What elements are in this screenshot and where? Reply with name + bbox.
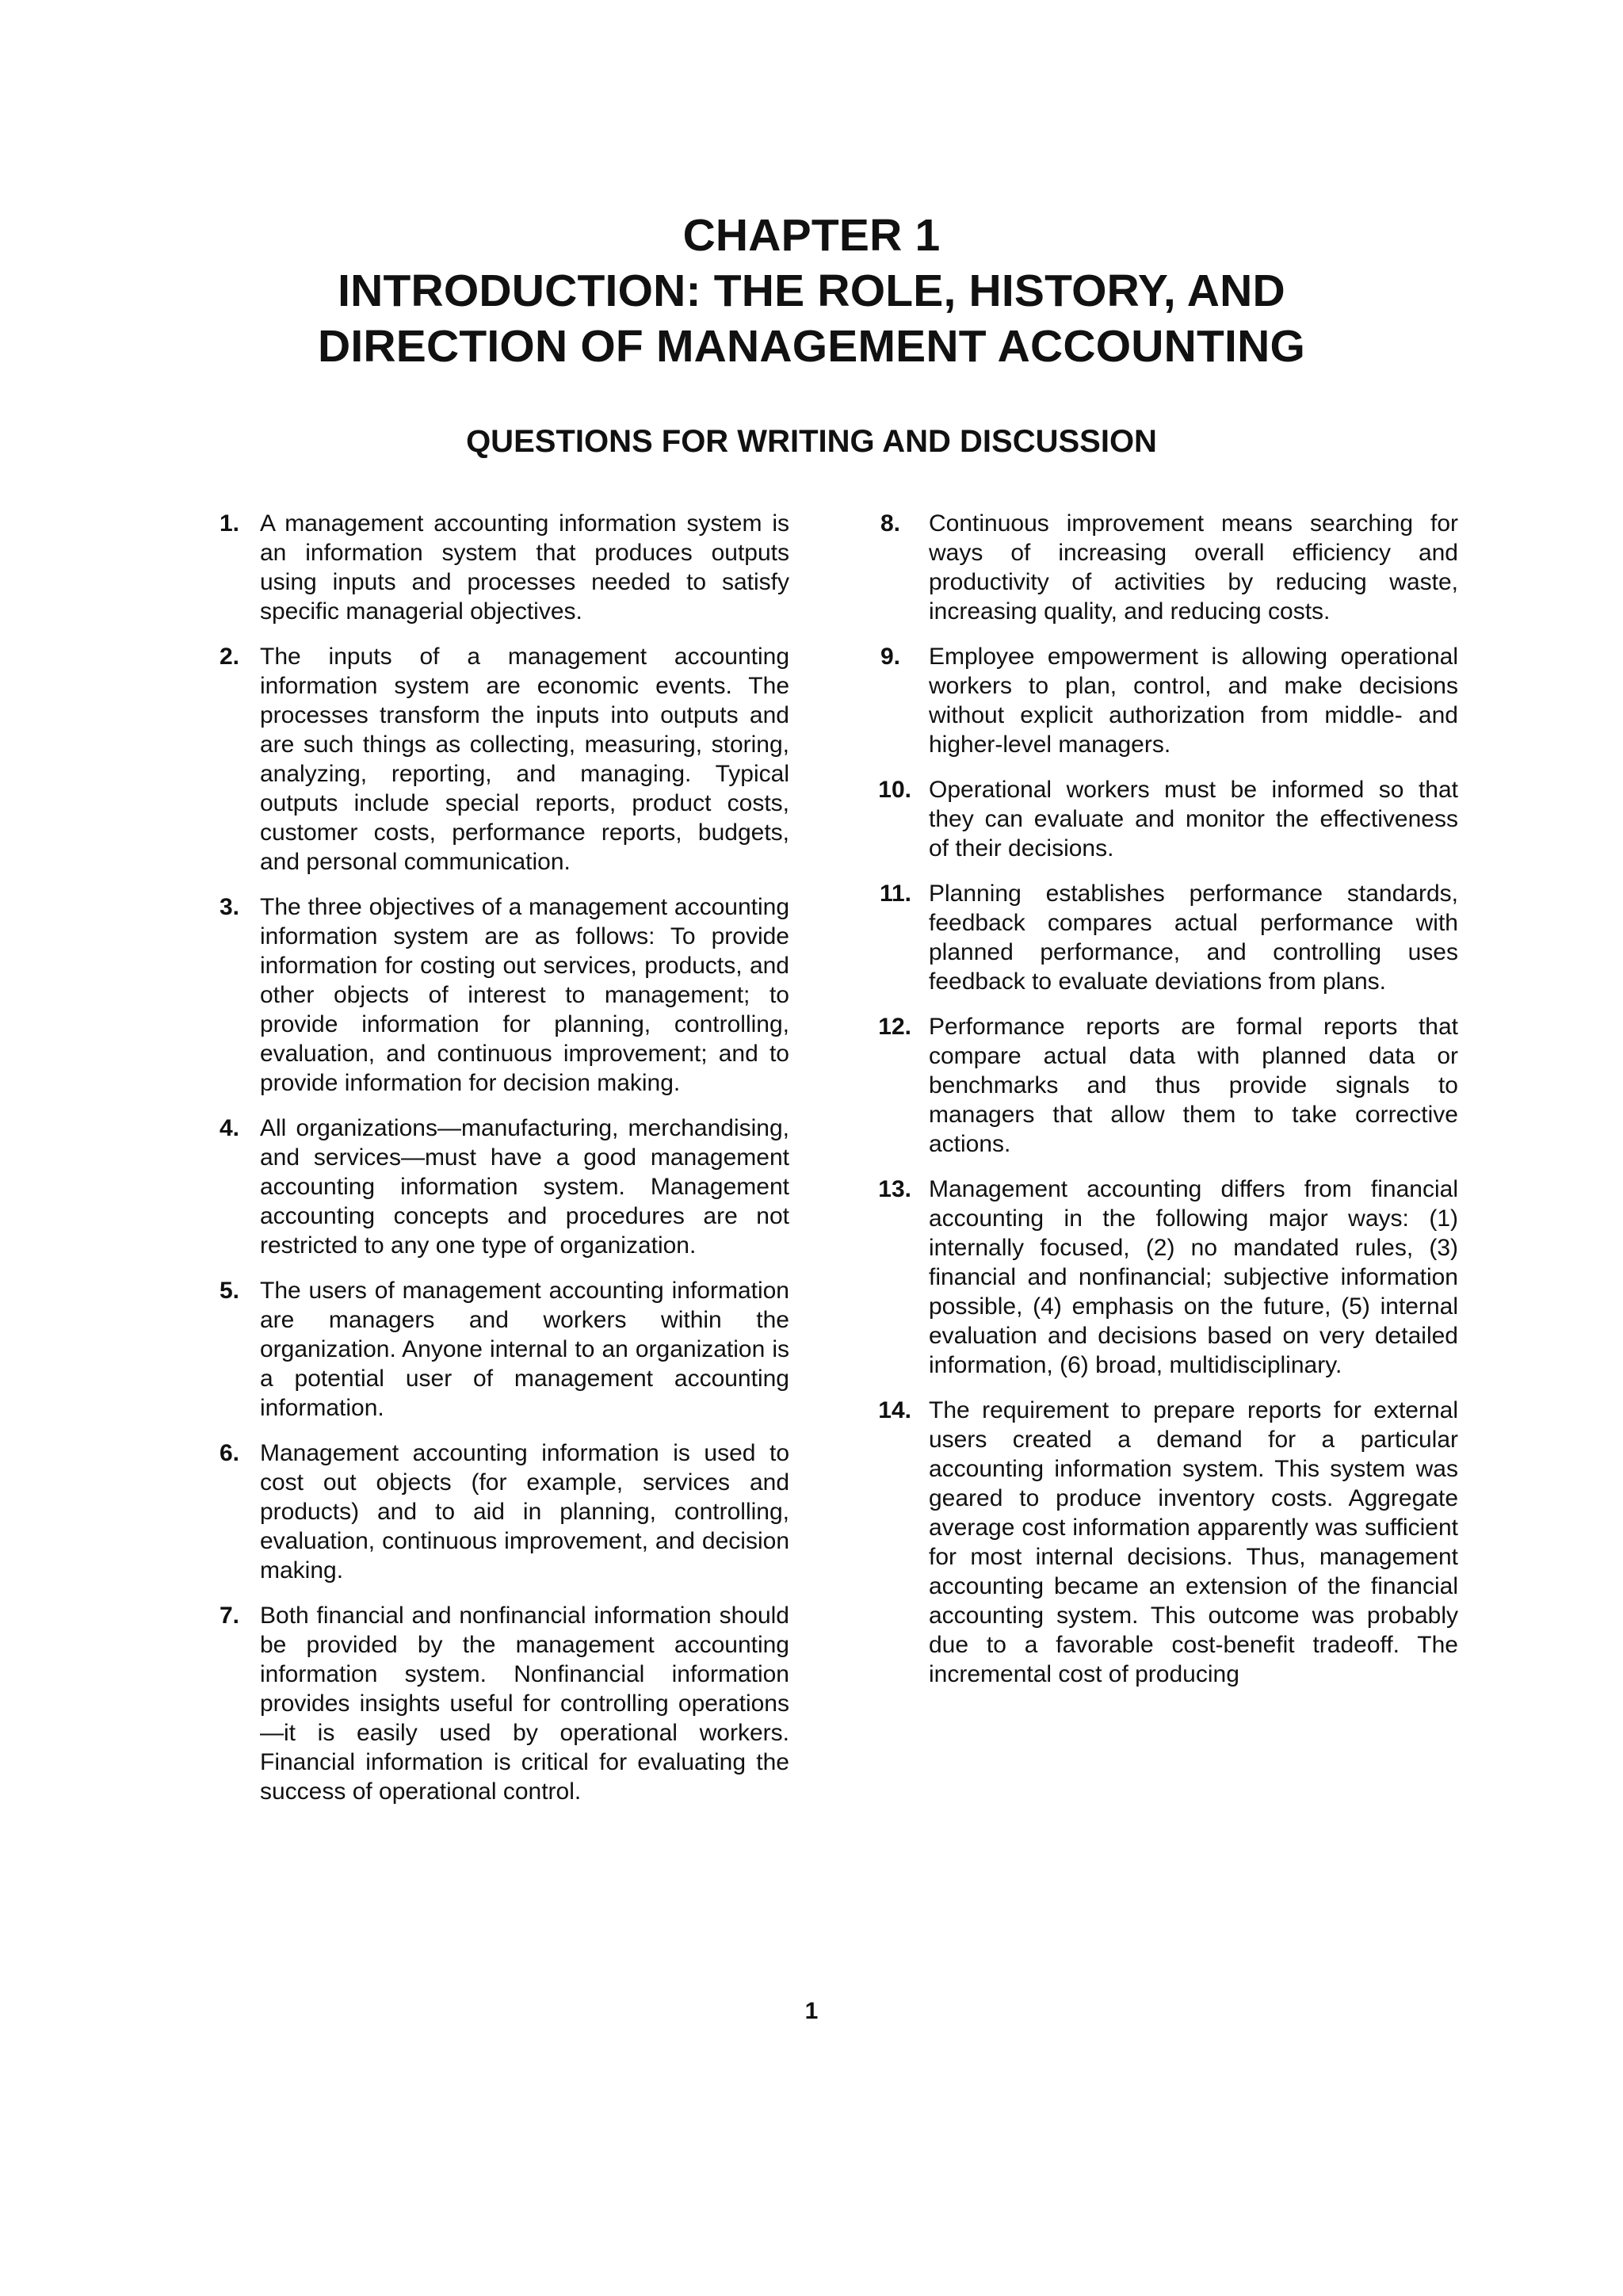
question-number: 2.	[219, 644, 239, 670]
question-number: 10.	[878, 777, 911, 803]
question-answer-text: Management accounting differs from financial accounting in the following major ways: (1) internally focused, (2) no mandated rules, (3) financial and nonfinancial; subjective information possible, (4) emphasis on the future, (5) internal evaluation and decisions based on very detailed information, (6) broad, multidisciplinary.	[929, 1176, 1458, 1378]
question-number: 14.	[878, 1397, 911, 1423]
question-answer-text: Planning establishes performance standards, feedback compares actual performance with planned performance, and controlling uses feedback to evaluate deviations from plans.	[929, 881, 1458, 995]
question-answer-text: Performance reports are formal reports that compare actual data with planned data or benchmarks and thus provide signals to managers that allow them to take corrective actions.	[929, 1014, 1458, 1157]
question-item	[203, 892, 789, 1098]
question-answer-text: The requirement to prepare reports for external users created a demand for a particular accounting information system. This system was geared to produce inventory costs. Aggregate average cost information apparently was sufficient for most internal decisions. Thus, management accounting became an extension of the financial accounting system. This outcome was probably due to a favorable cost-benefit tradeoff. The incremental cost of producing	[929, 1397, 1458, 1687]
question-item	[203, 1276, 789, 1423]
chapter-title-line-2: DIRECTION OF MANAGEMENT ACCOUNTING	[318, 321, 1305, 372]
question-item	[872, 775, 1458, 863]
question-item	[872, 1012, 1458, 1159]
question-answer-text: The three objectives of a management accounting information system are as follows: To provide information for costing out services, products, and other objects of interest to management; to provide information for planning, controlling, evaluation, and continuous improvement; and to provide information for decision making.	[260, 894, 789, 1096]
question-answer-text: The users of management accounting information are managers and workers within the organization. Anyone internal to an organization is a potential user of management accounting information.	[260, 1278, 789, 1421]
question-item	[203, 642, 789, 877]
question-number: 7.	[219, 1603, 239, 1629]
question-answer-text: Management accounting information is used to cost out objects (for example, services and products) and to aid in planning, controlling, evaluation, continuous improvement, and decision making.	[260, 1440, 789, 1584]
question-answer-text: Operational workers must be informed so that they can evaluate and monitor the effectiveness of their decisions.	[929, 777, 1458, 861]
question-item	[872, 879, 1458, 996]
chapter-title-line-1: INTRODUCTION: THE ROLE, HISTORY, AND	[338, 266, 1285, 316]
question-number: 11.	[879, 881, 911, 907]
section-heading: QUESTIONS FOR WRITING AND DISCUSSION	[466, 424, 1157, 459]
questions-left-column	[203, 509, 789, 1822]
question-answer-text: Continuous improvement means searching for ways of increasing overall efficiency and productivity of activities by reducing waste, increasing quality, and reducing costs.	[929, 510, 1458, 625]
question-answer-text: Employee empowerment is allowing operational workers to plan, control, and make decisions without explicit authorization from middle- and higher-level managers.	[929, 644, 1458, 758]
question-item	[203, 509, 789, 626]
question-item	[872, 1175, 1458, 1380]
question-number: 9.	[880, 644, 900, 670]
question-item	[872, 509, 1458, 626]
question-number: 8.	[880, 510, 900, 537]
question-number: 13.	[878, 1176, 911, 1202]
chapter-title-block	[0, 208, 1623, 374]
question-answer-text: The inputs of a management accounting information system are economic events. The processes transform the inputs into outputs and are such things as collecting, measuring, storing, analyzing, reporting, and managing. Typical outputs include special reports, product costs, customer costs, performance reports, budgets, and personal communication.	[260, 644, 789, 875]
question-number: 12.	[878, 1014, 911, 1040]
questions-right-column	[872, 509, 1458, 1705]
page-number: 1	[804, 1998, 819, 2024]
question-item	[872, 1396, 1458, 1689]
question-answer-text: All organizations—manufacturing, merchandising, and services—must have a good management accounting information system. Management accounting concepts and procedures are not restricted to any one type of organization.	[260, 1115, 789, 1259]
question-number: 1.	[219, 510, 239, 537]
question-number: 6.	[219, 1440, 239, 1466]
question-item	[872, 642, 1458, 759]
question-number: 4.	[219, 1115, 239, 1141]
question-number: 3.	[219, 894, 239, 920]
chapter-number: CHAPTER 1	[682, 210, 941, 261]
question-item	[203, 1114, 789, 1260]
question-answer-text: Both financial and nonfinancial information should be provided by the management accounting information system. Nonfinancial information provides insights useful for controlling operations—it is easily used by operational workers. Financial information is critical for evaluating the success of operational control.	[260, 1603, 789, 1805]
question-number: 5.	[219, 1278, 239, 1304]
question-item	[203, 1438, 789, 1585]
question-answer-text: A management accounting information system is an information system that produces outputs using inputs and processes needed to satisfy specific managerial objectives.	[260, 510, 789, 625]
question-item	[203, 1601, 789, 1806]
